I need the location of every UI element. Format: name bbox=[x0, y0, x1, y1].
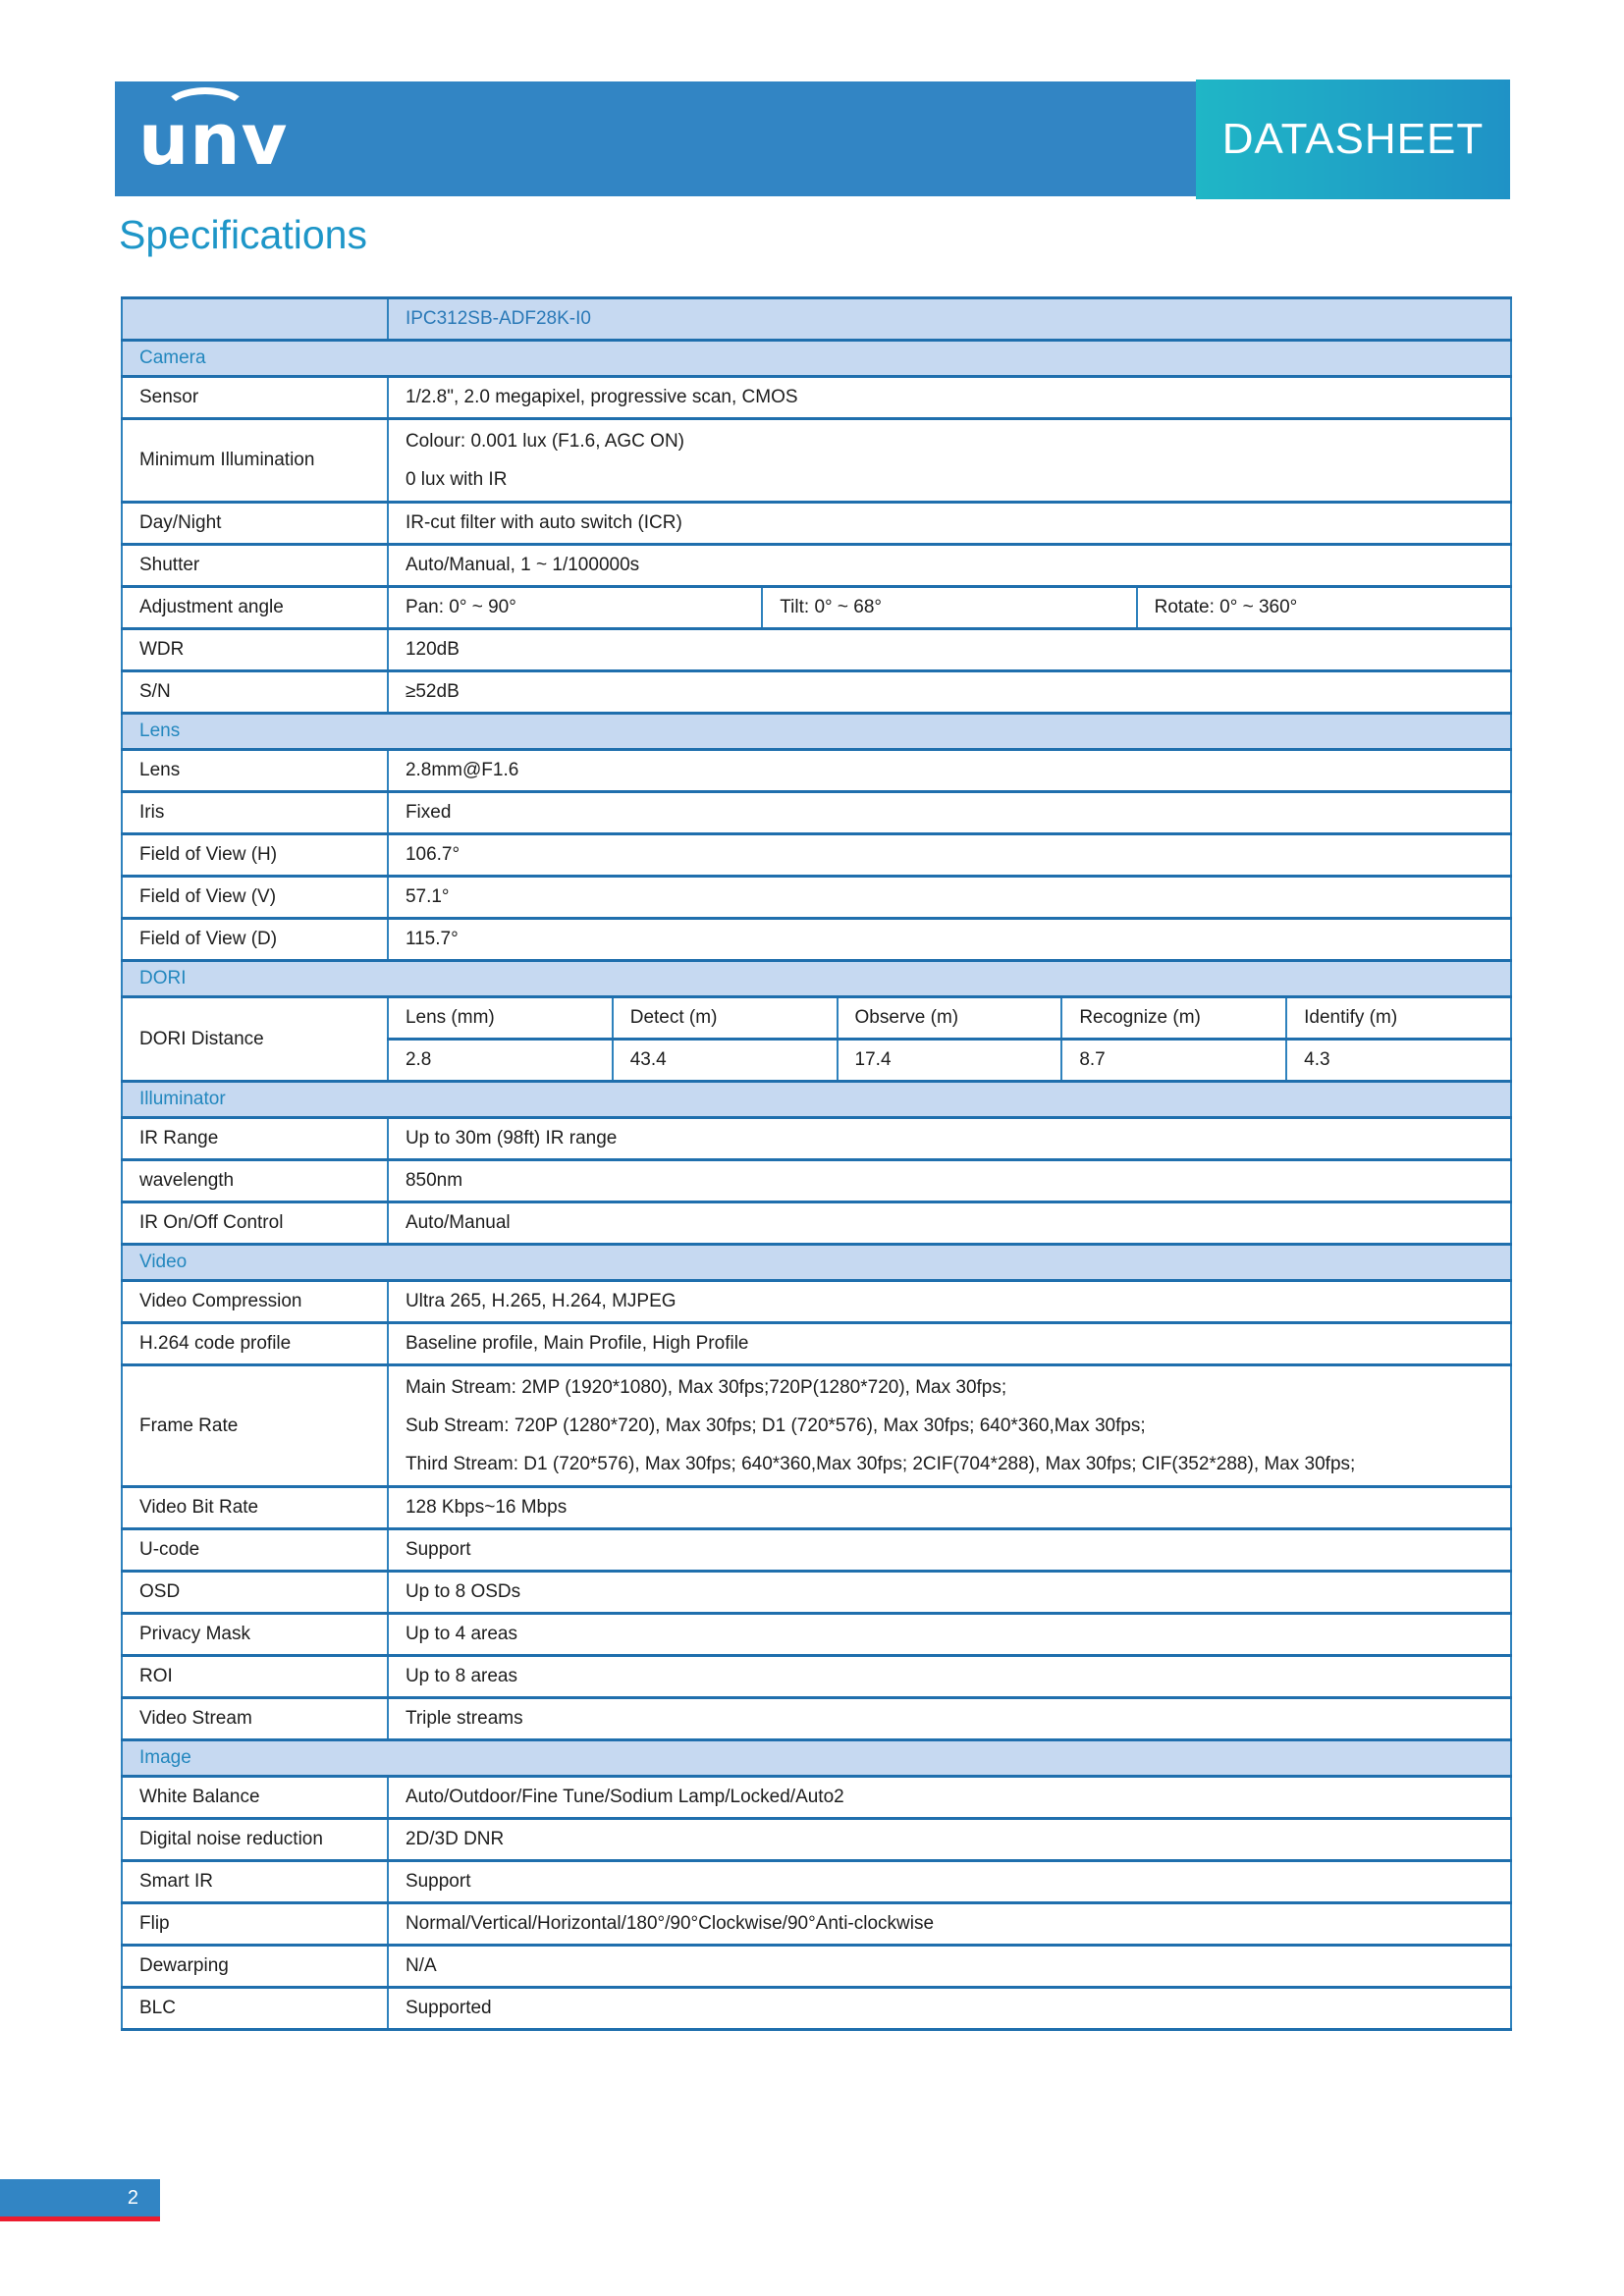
section-header: Image bbox=[122, 1740, 1511, 1777]
spec-label: Minimum Illumination bbox=[122, 419, 388, 503]
spec-value: 1/2.8", 2.0 megapixel, progressive scan, CMOS bbox=[388, 377, 1511, 419]
spec-label: IR On/Off Control bbox=[122, 1202, 388, 1245]
section-row bbox=[122, 1245, 1511, 1281]
spec-label: wavelength bbox=[122, 1160, 388, 1202]
spec-label: Field of View (H) bbox=[122, 834, 388, 877]
spec-value-line: Third Stream: D1 (720*576), Max 30fps; 640*360,Max 30fps; 2CIF(704*288), Max 30fps; CIF(352*288), Max 30fps; bbox=[405, 1454, 1356, 1474]
spec-row bbox=[122, 1903, 1511, 1946]
section-row bbox=[122, 1740, 1511, 1777]
spec-label: IR Range bbox=[122, 1118, 388, 1160]
spec-row bbox=[122, 545, 1511, 587]
spec-value: Up to 8 OSDs bbox=[388, 1572, 1511, 1614]
spec-label: OSD bbox=[122, 1572, 388, 1614]
spec-value: 106.7° bbox=[388, 834, 1511, 877]
spec-label: Field of View (D) bbox=[122, 919, 388, 961]
spec-row bbox=[122, 671, 1511, 714]
spec-row bbox=[122, 1861, 1511, 1903]
dori-value: 8.7 bbox=[1061, 1040, 1286, 1082]
spec-value bbox=[388, 419, 1511, 503]
dori-value: 17.4 bbox=[838, 1040, 1062, 1082]
spec-label: Digital noise reduction bbox=[122, 1819, 388, 1861]
spec-label: Video Stream bbox=[122, 1698, 388, 1740]
spec-row bbox=[122, 877, 1511, 919]
spec-label: Sensor bbox=[122, 377, 388, 419]
spec-value: ≥52dB bbox=[388, 671, 1511, 714]
spec-value: Ultra 265, H.265, H.264, MJPEG bbox=[388, 1281, 1511, 1323]
spec-value: 120dB bbox=[388, 629, 1511, 671]
spec-row bbox=[122, 1946, 1511, 1988]
spec-label: Frame Rate bbox=[122, 1365, 388, 1487]
spec-value: Triple streams bbox=[388, 1698, 1511, 1740]
spec-label: Privacy Mask bbox=[122, 1614, 388, 1656]
dori-value: 2.8 bbox=[388, 1040, 613, 1082]
spec-label: White Balance bbox=[122, 1777, 388, 1819]
spec-value: Up to 30m (98ft) IR range bbox=[388, 1118, 1511, 1160]
spec-value: 57.1° bbox=[388, 877, 1511, 919]
spec-value: 128 Kbps~16 Mbps bbox=[388, 1487, 1511, 1529]
spec-label: Field of View (V) bbox=[122, 877, 388, 919]
page-number: 2 bbox=[127, 2186, 138, 2209]
spec-row bbox=[122, 1656, 1511, 1698]
spec-label: Smart IR bbox=[122, 1861, 388, 1903]
spec-row bbox=[122, 1365, 1511, 1487]
dori-column-header: Detect (m) bbox=[613, 997, 838, 1040]
spec-value: Baseline profile, Main Profile, High Profile bbox=[388, 1323, 1511, 1365]
spec-row bbox=[122, 1160, 1511, 1202]
page-title: Specifications bbox=[119, 212, 367, 257]
specifications-table-body bbox=[122, 298, 1511, 2030]
datasheet-label: DATASHEET bbox=[1221, 115, 1485, 163]
spec-value: Supported bbox=[388, 1988, 1511, 2030]
model-header-row bbox=[122, 298, 1511, 341]
model-label-cell bbox=[122, 298, 388, 341]
dori-column-header: Identify (m) bbox=[1286, 997, 1511, 1040]
section-row bbox=[122, 961, 1511, 997]
model-name: IPC312SB-ADF28K-I0 bbox=[388, 298, 1511, 341]
dori-value: 43.4 bbox=[613, 1040, 838, 1082]
spec-value: 115.7° bbox=[388, 919, 1511, 961]
spec-label: Day/Night bbox=[122, 503, 388, 545]
header-bar bbox=[115, 81, 1196, 196]
spec-label: Video Compression bbox=[122, 1281, 388, 1323]
spec-value: Up to 8 areas bbox=[388, 1656, 1511, 1698]
spec-value: Up to 4 areas bbox=[388, 1614, 1511, 1656]
spec-label: Flip bbox=[122, 1903, 388, 1946]
spec-value: Rotate: 0° ~ 360° bbox=[1137, 587, 1511, 629]
spec-value: Support bbox=[388, 1529, 1511, 1572]
section-header: Camera bbox=[122, 341, 1511, 377]
spec-label: ROI bbox=[122, 1656, 388, 1698]
spec-row bbox=[122, 1777, 1511, 1819]
logo-text: unv bbox=[138, 98, 289, 181]
spec-row bbox=[122, 1487, 1511, 1529]
spec-value-line: 0 lux with IR bbox=[405, 469, 508, 490]
spec-row bbox=[122, 629, 1511, 671]
spec-row bbox=[122, 1281, 1511, 1323]
section-row bbox=[122, 714, 1511, 750]
spec-row bbox=[122, 503, 1511, 545]
dori-column-header: Recognize (m) bbox=[1061, 997, 1286, 1040]
section-header: Video bbox=[122, 1245, 1511, 1281]
section-header: DORI bbox=[122, 961, 1511, 997]
unv-logo bbox=[138, 98, 289, 191]
spec-row bbox=[122, 1529, 1511, 1572]
spec-value bbox=[388, 1365, 1511, 1487]
spec-value: Tilt: 0° ~ 68° bbox=[762, 587, 1136, 629]
spec-row bbox=[122, 919, 1511, 961]
spec-row bbox=[122, 1988, 1511, 2030]
spec-value: Auto/Manual, 1 ~ 1/100000s bbox=[388, 545, 1511, 587]
spec-row bbox=[122, 1572, 1511, 1614]
spec-value: N/A bbox=[388, 1946, 1511, 1988]
spec-value: Auto/Manual bbox=[388, 1202, 1511, 1245]
spec-label: U-code bbox=[122, 1529, 388, 1572]
spec-row bbox=[122, 1614, 1511, 1656]
spec-label: Lens bbox=[122, 750, 388, 792]
spec-row bbox=[122, 419, 1511, 503]
logo-arc-icon bbox=[162, 87, 248, 134]
spec-label: H.264 code profile bbox=[122, 1323, 388, 1365]
spec-value-line: Sub Stream: 720P (1280*720), Max 30fps; D1 (720*576), Max 30fps; 640*360,Max 30fps; bbox=[405, 1415, 1146, 1436]
spec-label: Video Bit Rate bbox=[122, 1487, 388, 1529]
spec-row bbox=[122, 377, 1511, 419]
spec-value: 2.8mm@F1.6 bbox=[388, 750, 1511, 792]
spec-row bbox=[122, 792, 1511, 834]
spec-row bbox=[122, 834, 1511, 877]
spec-row bbox=[122, 1819, 1511, 1861]
spec-row bbox=[122, 1118, 1511, 1160]
datasheet-badge bbox=[1196, 80, 1510, 199]
page-number-box bbox=[0, 2179, 160, 2216]
spec-row bbox=[122, 1323, 1511, 1365]
spec-label: BLC bbox=[122, 1988, 388, 2030]
spec-row bbox=[122, 750, 1511, 792]
spec-value: Support bbox=[388, 1861, 1511, 1903]
spec-label: Dewarping bbox=[122, 1946, 388, 1988]
spec-value-line: Main Stream: 2MP (1920*1080), Max 30fps;720P(1280*720), Max 30fps; bbox=[405, 1377, 1007, 1398]
spec-row bbox=[122, 1202, 1511, 1245]
dori-column-header: Lens (mm) bbox=[388, 997, 613, 1040]
spec-value: 850nm bbox=[388, 1160, 1511, 1202]
spec-value: Normal/Vertical/Horizontal/180°/90°Clockwise/90°Anti-clockwise bbox=[388, 1903, 1511, 1946]
spec-value: Pan: 0° ~ 90° bbox=[388, 587, 762, 629]
spec-row bbox=[122, 587, 1511, 629]
specifications-table bbox=[121, 296, 1512, 2031]
dori-header-row bbox=[122, 997, 1511, 1040]
dori-value: 4.3 bbox=[1286, 1040, 1511, 1082]
spec-label: WDR bbox=[122, 629, 388, 671]
section-header: Illuminator bbox=[122, 1082, 1511, 1118]
spec-value: Auto/Outdoor/Fine Tune/Sodium Lamp/Locked/Auto2 bbox=[388, 1777, 1511, 1819]
spec-value: Fixed bbox=[388, 792, 1511, 834]
section-row bbox=[122, 341, 1511, 377]
spec-row bbox=[122, 1698, 1511, 1740]
spec-label: S/N bbox=[122, 671, 388, 714]
spec-value: 2D/3D DNR bbox=[388, 1819, 1511, 1861]
section-header: Lens bbox=[122, 714, 1511, 750]
dori-column-header: Observe (m) bbox=[838, 997, 1062, 1040]
spec-label: Shutter bbox=[122, 545, 388, 587]
section-row bbox=[122, 1082, 1511, 1118]
spec-label: DORI Distance bbox=[122, 997, 388, 1082]
spec-value-line: Colour: 0.001 lux (F1.6, AGC ON) bbox=[405, 431, 684, 452]
spec-label: Iris bbox=[122, 792, 388, 834]
spec-label: Adjustment angle bbox=[122, 587, 388, 629]
spec-value: IR-cut filter with auto switch (ICR) bbox=[388, 503, 1511, 545]
footer-red-line bbox=[0, 2216, 160, 2221]
